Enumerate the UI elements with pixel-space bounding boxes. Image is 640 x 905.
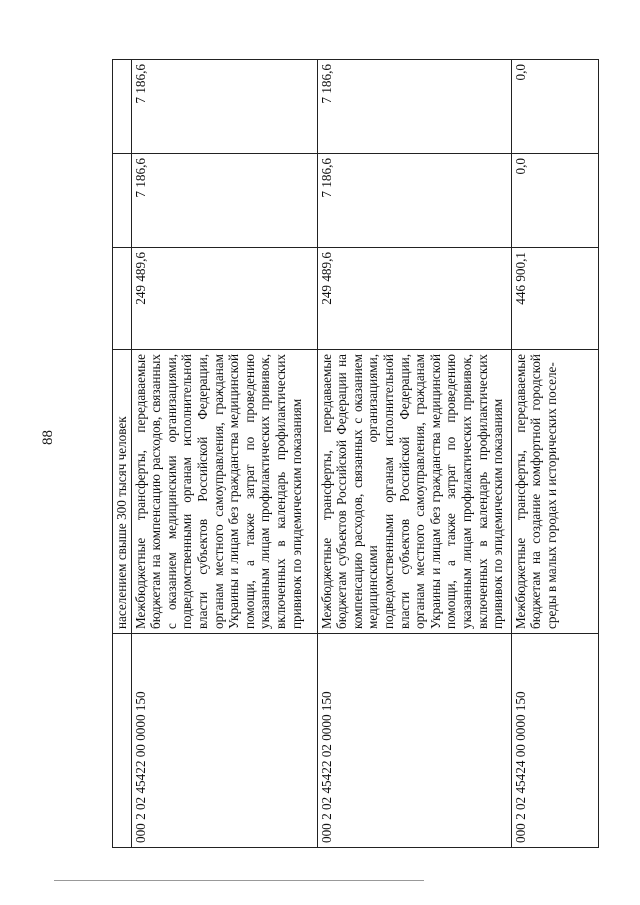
value-cell: 7 186,6 (317, 60, 511, 154)
name-cell: населением свыше 300 тысяч человек (113, 350, 132, 634)
name-cell: Межбюджетные трансферты, передаваемые бюджетам на компенсацию расходов, связанных с оказанием медицинскими организациями, подведомственными органам исполнительной власти субъектов Российской Федерации, органам местного самоуправления, гражданам Украины и лицам без гражданства медицинской помощи, а также затрат по проведению указанным лицам профилактических прививок, включенных в календарь профилактических прививок по эпидемическим показаниям (131, 350, 317, 634)
table-row (113, 60, 132, 848)
page-number: 88 (40, 430, 56, 445)
value-cell: 0,0 (511, 154, 598, 248)
table-row (317, 60, 511, 848)
rotated-table-wrapper (112, 60, 596, 848)
value-cell (113, 154, 132, 248)
name-cell: Межбюджетные трансферты, передаваемые бюджетам субъектов Российской Федерации на компенсацию расходов, связанных с оказанием медицинскими организациями, подведомственными органам исполнительной власти субъектов Российской Федерации, органам местного самоуправления, гражданам Украины и лицам без гражданства медицинской помощи, а также затрат по проведению указанным лицам профилактических прививок, включенных в календарь профилактических прививок по эпидемическим показаниям (317, 350, 511, 634)
value-cell (113, 248, 132, 350)
value-cell: 7 186,6 (317, 154, 511, 248)
value-cell: 0,0 (511, 60, 598, 154)
table-row (131, 60, 317, 848)
code-cell (113, 634, 132, 848)
value-cell: 7 186,6 (131, 154, 317, 248)
budget-table (112, 59, 599, 848)
value-cell (113, 60, 132, 154)
name-text: Межбюджетные трансферты, передаваемые бюджетам на создание комфортной городской среды в малых городах и исторических поселе- (512, 354, 559, 629)
value-cell: 7 186,6 (131, 60, 317, 154)
name-cell (511, 350, 598, 634)
code-cell: 000 2 02 45422 02 0000 150 (317, 634, 511, 848)
value-cell: 249 489,6 (131, 248, 317, 350)
bottom-rule (54, 880, 424, 881)
table-row (511, 60, 598, 848)
code-cell: 000 2 02 45422 00 0000 150 (131, 634, 317, 848)
value-cell: 249 489,6 (317, 248, 511, 350)
code-cell: 000 2 02 45424 00 0000 150 (511, 634, 598, 848)
value-cell: 446 900,1 (511, 248, 598, 350)
